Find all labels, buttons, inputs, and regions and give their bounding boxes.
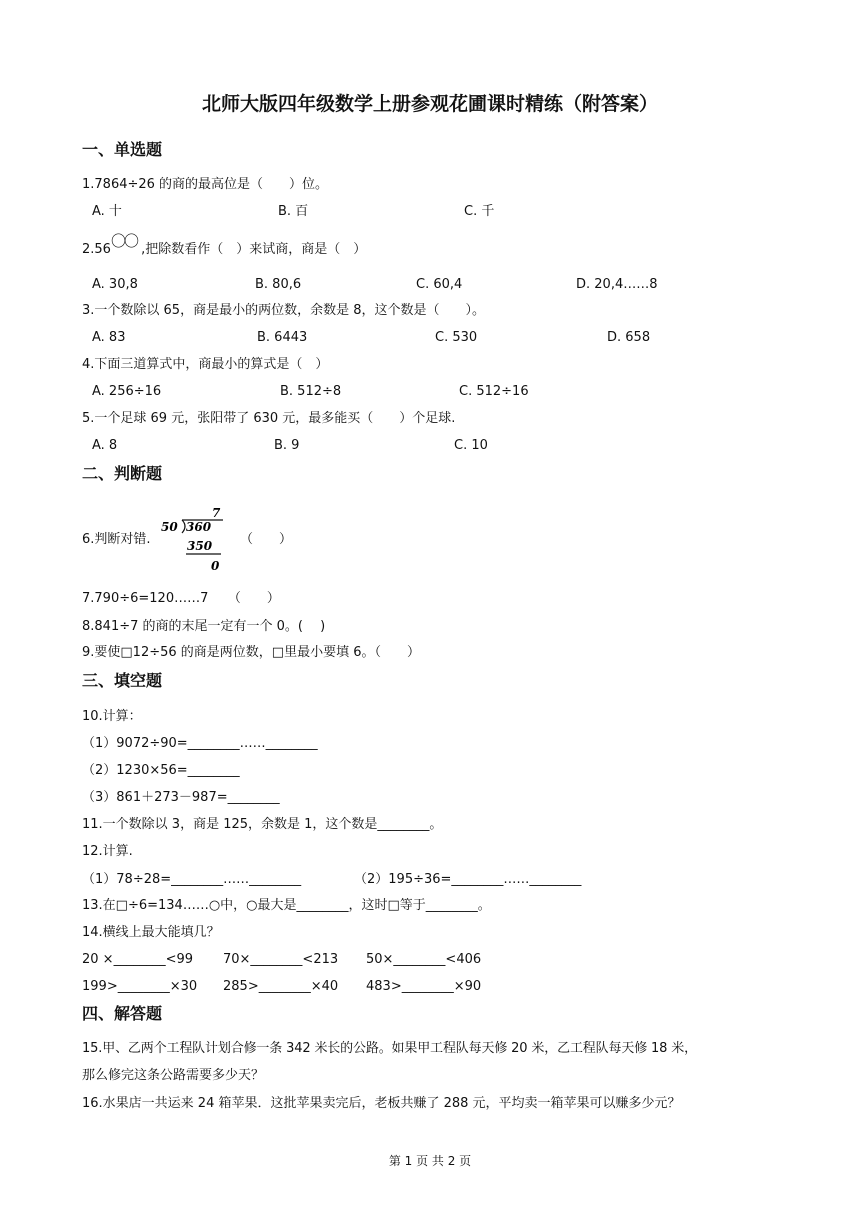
question-10-line-3: （3）861＋273－987=________ [82, 790, 280, 805]
long-division-svg [160, 505, 230, 575]
section-heading-true-false: 二、判断题 [82, 464, 163, 483]
question-8: 8.841÷7 的商的末尾一定有一个 0。( ) [82, 619, 326, 634]
question-14-item: 483>________×90 [366, 979, 482, 994]
question-9: 9.要使□12÷56 的商是两位数，□里最小要填 6。（ ） [82, 645, 420, 660]
question-2-option-b: B. 80,6 [255, 277, 302, 292]
question-5-option-a: A. 8 [92, 438, 118, 453]
question-3-option-b: B. 6443 [257, 330, 308, 345]
question-2-stem-post: ,把除数看作（ ）来试商，商是（ ） [136, 242, 367, 257]
question-4-stem: 4.下面三道算式中，商最小的算式是（ ） [82, 357, 329, 372]
question-3-option-c: C. 530 [435, 330, 478, 345]
division-quotient: 7 [212, 506, 221, 520]
question-10-stem: 10.计算： [82, 709, 142, 724]
question-4-option-c: C. 512÷16 [459, 384, 529, 399]
question-2-stem-mark: 〇〇 [110, 232, 137, 250]
question-5-option-c: C. 10 [454, 438, 488, 453]
question-1-stem: 1.7864÷26 的商的最高位是（ ）位。 [82, 177, 329, 192]
long-division-figure [160, 505, 230, 575]
question-16: 16.水果店一共运来 24 箱苹果．这批苹果卖完后，老板共赚了 288 元，平均卖一箱苹果可以赚多少元？ [82, 1096, 681, 1111]
section-heading-solve: 四、解答题 [82, 1004, 163, 1023]
question-2-stem-pre: 2.56 [82, 242, 111, 257]
question-6-answer-paren: （ ） [240, 532, 293, 547]
question-13: 13.在□÷6=134……○中，○最大是________，这时□等于________。 [82, 898, 491, 913]
question-11: 11.一个数除以 3，商是 125，余数是 1，这个数是________。 [82, 817, 443, 832]
question-4-option-a: A. 256÷16 [92, 384, 162, 399]
question-14-item: 285>________×40 [223, 979, 339, 994]
question-12-line-1: （1）78÷28=________……________ [82, 872, 302, 887]
division-bracket [182, 520, 185, 533]
question-15-line-2: 那么修完这条公路需要多少天？ [82, 1068, 265, 1083]
question-2-option-c: C. 60,4 [416, 277, 463, 292]
question-7: 7.790÷6=120……7 （ ） [82, 591, 280, 606]
question-10-line-2: （2）1230×56=________ [82, 763, 240, 778]
question-2-option-a: A. 30,8 [92, 277, 138, 292]
question-2-stem [82, 232, 367, 258]
question-4-option-b: B. 512÷8 [280, 384, 342, 399]
question-14-item: 199>________×30 [82, 979, 198, 994]
division-remainder: 0 [211, 559, 220, 573]
section-heading-single-choice: 一、单选题 [82, 140, 163, 159]
question-12-line-2: （2）195÷36=________……________ [354, 872, 582, 887]
question-14-item: 50×________<406 [366, 952, 482, 967]
division-dividend: 360 [186, 520, 212, 534]
question-3-option-a: A. 83 [92, 330, 126, 345]
question-6-stem: 6.判断对错. [82, 532, 151, 547]
division-divisor: 50 [161, 520, 178, 534]
question-1-option-c: C. 千 [464, 204, 495, 219]
page-footer: 第 1 页 共 2 页 [388, 1154, 472, 1168]
page-title: 北师大版四年级数学上册参观花圃课时精练（附答案） [201, 93, 658, 115]
question-3-stem: 3.一个数除以 65，商是最小的两位数，余数是 8，这个数是（ ）。 [82, 303, 485, 318]
question-5-option-b: B. 9 [274, 438, 300, 453]
question-14-item: 20 ×________<99 [82, 952, 194, 967]
question-15-line-1: 15.甲、乙两个工程队计划合修一条 342 米长的公路。如果甲工程队每天修 20 米，乙工程队每天修 18 米， [82, 1041, 697, 1056]
question-2-option-d: D. 20,4……8 [576, 277, 658, 292]
question-12-stem: 12.计算. [82, 844, 133, 859]
question-14-stem: 14.横线上最大能填几？ [82, 925, 220, 940]
question-1-option-b: B. 百 [278, 204, 309, 219]
question-14-item: 70×________<213 [223, 952, 339, 967]
question-3-option-d: D. 658 [607, 330, 651, 345]
question-10-line-1: （1）9072÷90=________……________ [82, 736, 318, 751]
question-5-stem: 5.一个足球 69 元，张阳带了 630 元，最多能买（ ）个足球. [82, 411, 456, 426]
division-product: 350 [187, 539, 213, 553]
question-1-option-a: A. 十 [92, 204, 122, 219]
section-heading-fill-in: 三、填空题 [82, 671, 163, 690]
